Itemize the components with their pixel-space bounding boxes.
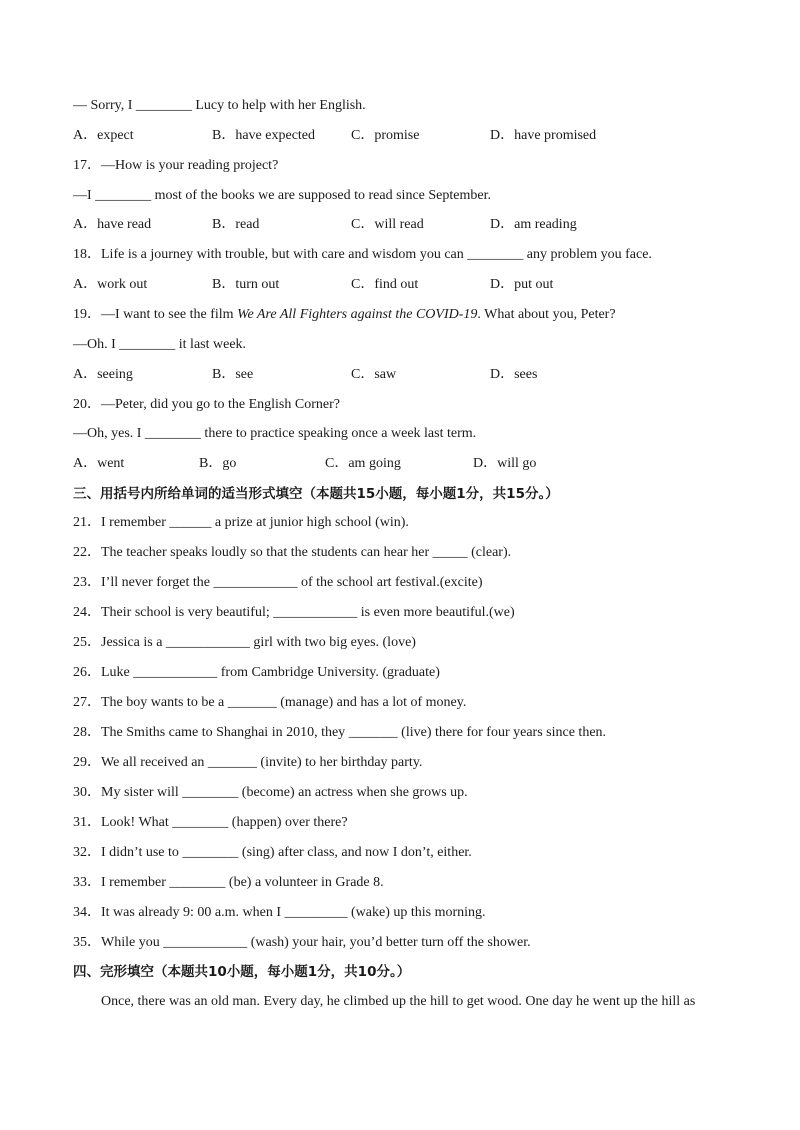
q19-option-b[interactable]: B．see	[212, 367, 254, 382]
q17-option-b[interactable]: B．read	[212, 217, 260, 232]
q16-option-d[interactable]: D．have promised	[490, 128, 597, 143]
q20-stem: 20．—Peter, did you go to the English Corner?	[73, 397, 340, 412]
q19-stem-post: . What about you, Peter?	[477, 307, 616, 322]
q35-item: 35．While you ____________ (wash) your hair, you’d better turn off the shower.	[73, 935, 531, 950]
q18-option-b[interactable]: B．turn out	[212, 277, 280, 292]
q20-option-b[interactable]: B．go	[199, 456, 237, 471]
q28-item: 28．The Smiths came to Shanghai in 2010, they _______ (live) there for four years since then.	[73, 725, 607, 740]
q17-option-d[interactable]: D．am reading	[490, 217, 577, 232]
q16-option-c[interactable]: C．promise	[351, 128, 420, 143]
q32-item: 32．I didn’t use to ________ (sing) after class, and now I don’t, either.	[73, 845, 472, 860]
q16-option-b[interactable]: B．have expected	[212, 128, 316, 143]
q19-stem	[73, 306, 616, 324]
q17-option-c[interactable]: C．will read	[351, 217, 424, 232]
q19-option-a[interactable]: A．seeing	[73, 367, 133, 382]
q20-reply: —Oh, yes. I ________ there to practice speaking once a week last term.	[73, 426, 477, 441]
q18-stem: 18．Life is a journey with trouble, but with care and wisdom you can ________ any problem you face.	[73, 247, 652, 262]
q20-option-a[interactable]: A．went	[73, 456, 125, 471]
q24-item: 24．Their school is very beautiful; ____________ is even more beautiful.(we)	[73, 605, 515, 620]
q16-option-a[interactable]: A．expect	[73, 128, 134, 143]
q17-stem: 17．—How is your reading project?	[73, 158, 279, 173]
cloze-passage: Once, there was an old man. Every day, he climbed up the hill to get wood. One day he went up the hill as	[101, 994, 696, 1009]
q33-item: 33．I remember ________ (be) a volunteer in Grade 8.	[73, 875, 384, 890]
q27-item: 27．The boy wants to be a _______ (manage) and has a lot of money.	[73, 695, 467, 710]
q20-option-c[interactable]: C．am going	[325, 456, 401, 471]
q19-film-title: We Are All Fighters against the COVID-19	[237, 307, 478, 322]
q29-item: 29．We all received an _______ (invite) to her birthday party.	[73, 755, 423, 770]
q19-reply: —Oh. I ________ it last week.	[73, 337, 247, 352]
q20-option-d[interactable]: D．will go	[473, 456, 537, 471]
q22-item: 22．The teacher speaks loudly so that the students can hear her _____ (clear).	[73, 545, 512, 560]
q26-item: 26．Luke ____________ from Cambridge University. (graduate)	[73, 665, 440, 680]
q17-reply: —I ________ most of the books we are supposed to read since September.	[73, 188, 491, 203]
q19-option-d[interactable]: D．sees	[490, 367, 538, 382]
q34-item: 34．It was already 9: 00 a.m. when I _________ (wake) up this morning.	[73, 905, 486, 920]
q18-option-d[interactable]: D．put out	[490, 277, 554, 292]
section-4-heading: 四、完形填空（本题共10小题，每小题1分，共10分。）	[73, 964, 411, 980]
q30-item: 30．My sister will ________ (become) an actress when she grows up.	[73, 785, 468, 800]
q25-item: 25．Jessica is a ____________ girl with two big eyes. (love)	[73, 635, 416, 650]
q21-item: 21．I remember ______ a prize at junior high school (win).	[73, 515, 409, 530]
q23-item: 23．I’ll never forget the ____________ of the school art festival.(excite)	[73, 575, 483, 590]
q17-option-a[interactable]: A．have read	[73, 217, 152, 232]
q31-item: 31．Look! What ________ (happen) over there?	[73, 815, 348, 830]
section-3-heading: 三、用括号内所给单词的适当形式填空（本题共15小题，每小题1分，共15分。）	[73, 486, 559, 502]
q19-option-c[interactable]: C．saw	[351, 367, 397, 382]
q19-stem-pre: 19．—I want to see the film	[73, 307, 238, 322]
q18-option-a[interactable]: A．work out	[73, 277, 148, 292]
q18-option-c[interactable]: C．find out	[351, 277, 419, 292]
q16-line: — Sorry, I ________ Lucy to help with her English.	[73, 98, 366, 113]
